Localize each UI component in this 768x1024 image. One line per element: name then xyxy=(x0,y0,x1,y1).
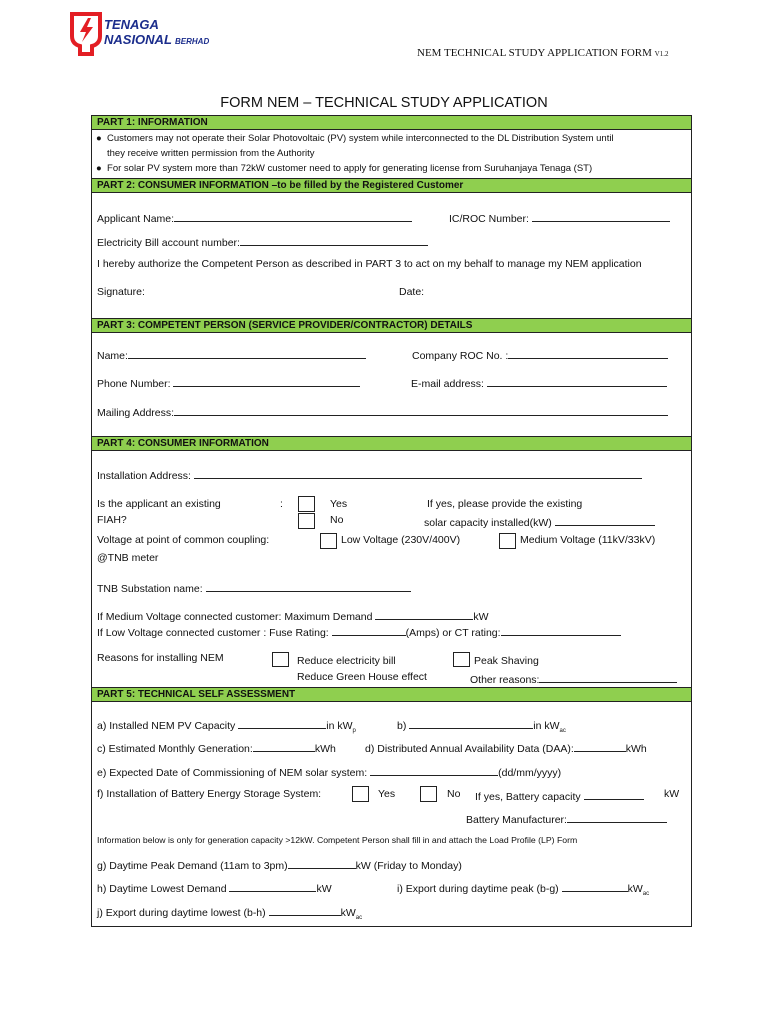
email-line[interactable] xyxy=(487,375,667,387)
form-code xyxy=(417,47,668,59)
monthly-generation-field[interactable] xyxy=(97,740,336,755)
low-voltage-label: Low Voltage (230V/400V) xyxy=(341,534,461,546)
battery-manufacturer-line[interactable] xyxy=(567,811,667,823)
part5-heading: PART 5: TECHNICAL SELF ASSESSMENT xyxy=(92,687,691,702)
mv-demand-unit: kW xyxy=(473,611,489,623)
ac-capacity-field[interactable] xyxy=(397,717,566,734)
daa-field[interactable] xyxy=(365,740,647,755)
form-version: V1.2 xyxy=(654,50,669,58)
date-label[interactable]: Date: xyxy=(399,286,425,298)
applicant-name-field[interactable] xyxy=(97,210,412,225)
other-reasons-label: Other reasons: xyxy=(470,674,540,686)
export-peak-sub: ac xyxy=(642,891,650,898)
battery-capacity-line[interactable] xyxy=(584,788,644,800)
reasons-label: Reasons for installing NEM xyxy=(97,652,224,664)
lv-fuse-label: If Low Voltage connected customer : Fuse Rating: xyxy=(97,627,329,639)
battery-capacity-label: If yes, Battery capacity xyxy=(475,791,581,803)
battery-manufacturer-field[interactable] xyxy=(466,811,667,826)
commission-date-unit: (dd/mm/yyyy) xyxy=(498,767,562,779)
bess-yes-checkbox[interactable] xyxy=(352,786,369,802)
monthly-generation-line[interactable] xyxy=(253,740,315,752)
email-label: E-mail address: xyxy=(411,378,484,390)
fiah-no-label: No xyxy=(330,514,344,526)
part1-bullet1 xyxy=(96,133,614,144)
applicant-name-line[interactable] xyxy=(174,210,412,222)
logo-text-tenaga: TENAGA xyxy=(104,17,159,32)
peak-demand-unit: kW (Friday to Monday) xyxy=(355,860,462,872)
existing-fiah-q1: Is the applicant an existing xyxy=(97,498,221,510)
existing-fiah-q2: FIAH? xyxy=(97,514,127,526)
tnb-logo-icon xyxy=(68,10,104,58)
phone-field[interactable] xyxy=(97,375,360,390)
fiah-yes-label: Yes xyxy=(330,498,348,510)
battery-capacity-field[interactable] xyxy=(475,788,644,803)
part2-heading: PART 2: CONSUMER INFORMATION –to be filled by the Registered Customer xyxy=(92,178,691,193)
existing-capacity-field[interactable] xyxy=(424,514,655,529)
reason-reduce-bill-checkbox[interactable] xyxy=(272,652,289,667)
phone-label: Phone Number: xyxy=(97,378,171,390)
battery-capacity-unit: kW xyxy=(664,788,680,800)
substation-field[interactable] xyxy=(97,580,411,595)
part1-bullet2 xyxy=(96,163,592,174)
part1-bullet2-text: For solar PV system more than 72kW customer need to apply for generating license from Suruhanjaya Tenaga (ST) xyxy=(107,163,593,174)
if-yes-existing-1: If yes, please provide the existing xyxy=(427,498,583,510)
fiah-no-checkbox[interactable] xyxy=(298,513,315,529)
export-lowest-unit: kW xyxy=(340,907,356,919)
logo-text-berhad: BERHAD xyxy=(175,37,210,46)
cp-name-line[interactable] xyxy=(128,347,366,359)
substation-label: TNB Substation name: xyxy=(97,583,203,595)
cp-name-label: Name: xyxy=(97,350,128,362)
existing-capacity-line[interactable] xyxy=(555,514,655,526)
page-title: FORM NEM – TECHNICAL STUDY APPLICATION xyxy=(220,95,548,111)
daa-label: d) Distributed Annual Availability Data (DAA): xyxy=(365,743,574,755)
form-code-text: NEM TECHNICAL STUDY APPLICATION FORM xyxy=(417,47,652,59)
lowest-demand-line[interactable] xyxy=(229,880,316,892)
part1-bullet1-cont: they receive written permission from the Authority xyxy=(107,148,315,159)
low-voltage-checkbox[interactable] xyxy=(320,533,337,549)
bill-account-line[interactable] xyxy=(240,234,428,246)
medium-voltage-checkbox[interactable] xyxy=(499,533,516,549)
mailing-line[interactable] xyxy=(174,404,668,416)
ac-capacity-unit: in kW xyxy=(533,720,560,732)
existing-capacity-label: solar capacity installed(kW) xyxy=(424,517,552,529)
pv-capacity-sub: p xyxy=(352,728,356,735)
reason-peak-shaving-checkbox[interactable] xyxy=(453,652,470,667)
export-peak-line[interactable] xyxy=(562,880,628,892)
bill-account-field[interactable] xyxy=(97,234,428,249)
monthly-generation-unit: kWh xyxy=(314,743,336,755)
pv-capacity-field[interactable] xyxy=(97,717,356,734)
authorize-text: I hereby authorize the Competent Person as described in PART 3 to act on my behalf to manage my NEM application xyxy=(97,258,642,270)
reason-reduce-bill-label: Reduce electricity bill xyxy=(297,655,396,667)
pv-capacity-unit: in kW xyxy=(326,720,353,732)
export-lowest-field[interactable] xyxy=(97,904,362,921)
applicant-name-label: Applicant Name: xyxy=(97,213,175,225)
mv-demand-label: If Medium Voltage connected customer: Maximum Demand xyxy=(97,611,373,623)
other-reasons-field[interactable] xyxy=(470,671,677,686)
lv-amps-ct-label: (Amps) or CT rating: xyxy=(405,627,501,639)
ct-rating-line[interactable] xyxy=(501,624,621,636)
lv-fuse-field[interactable] xyxy=(97,624,621,639)
ic-roc-label: IC/ROC Number: xyxy=(449,213,529,225)
phone-line[interactable] xyxy=(173,375,360,387)
existing-colon: : xyxy=(280,498,283,510)
company-roc-label: Company ROC No. : xyxy=(412,350,509,362)
lowest-demand-unit: kW xyxy=(316,883,332,895)
mailing-label: Mailing Address: xyxy=(97,407,175,419)
daa-unit: kWh xyxy=(625,743,647,755)
ic-roc-field[interactable] xyxy=(449,210,670,225)
reason-peak-shaving-label: Peak Shaving xyxy=(474,655,539,667)
bullet-icon: ● xyxy=(96,163,108,174)
ac-capacity-line[interactable] xyxy=(409,717,533,729)
part4-heading: PART 4: CONSUMER INFORMATION xyxy=(92,436,691,451)
ac-capacity-label: b) xyxy=(397,720,407,732)
mv-demand-line[interactable] xyxy=(375,608,473,620)
bess-label: f) Installation of Battery Energy Storage System: xyxy=(97,788,322,800)
export-lowest-label: j) Export during daytime lowest (b-h) xyxy=(97,907,266,919)
pv-capacity-line[interactable] xyxy=(238,717,326,729)
lowest-demand-label: h) Daytime Lowest Demand xyxy=(97,883,227,895)
email-field[interactable] xyxy=(411,375,667,390)
bullet-icon: ● xyxy=(96,133,108,144)
commission-date-field[interactable] xyxy=(97,764,561,779)
installation-address-field[interactable] xyxy=(97,467,642,482)
part1-heading: PART 1: INFORMATION xyxy=(92,115,691,130)
export-peak-field[interactable] xyxy=(397,880,649,897)
pv-capacity-label: a) Installed NEM PV Capacity xyxy=(97,720,236,732)
peak-demand-line[interactable] xyxy=(288,857,356,869)
lv-fuse-line[interactable] xyxy=(332,624,406,636)
installation-address-label: Installation Address: xyxy=(97,470,191,482)
bess-yes-label: Yes xyxy=(378,788,396,800)
company-roc-line[interactable] xyxy=(508,347,668,359)
cp-name-field[interactable] xyxy=(97,347,366,362)
export-peak-label: i) Export during daytime peak (b-g) xyxy=(397,883,559,895)
ac-capacity-sub: ac xyxy=(559,728,566,735)
tnb-logo xyxy=(68,10,218,60)
medium-voltage-label: Medium Voltage (11kV/33kV) xyxy=(520,534,656,546)
installation-address-line[interactable] xyxy=(194,467,642,479)
voltage-q1: Voltage at point of common coupling: xyxy=(97,534,270,546)
load-profile-note: Information below is only for generation capacity >12kW. Competent Person shall fill in and attach the Load Profile (LP) Form xyxy=(97,835,578,845)
mv-demand-field[interactable] xyxy=(97,608,489,623)
bess-no-checkbox[interactable] xyxy=(420,786,437,802)
part3-heading: PART 3: COMPETENT PERSON (SERVICE PROVIDER/CONTRACTOR) DETAILS xyxy=(92,318,691,333)
daa-line[interactable] xyxy=(574,740,626,752)
export-lowest-line[interactable] xyxy=(269,904,341,916)
reason-green-house-label: Reduce Green House effect xyxy=(297,671,427,683)
commission-date-label: e) Expected Date of Commissioning of NEM solar system: xyxy=(97,767,368,779)
lowest-demand-field[interactable] xyxy=(97,880,332,895)
monthly-generation-label: c) Estimated Monthly Generation: xyxy=(97,743,253,755)
commission-date-line[interactable] xyxy=(370,764,498,776)
mailing-field[interactable] xyxy=(97,404,668,419)
fiah-yes-checkbox[interactable] xyxy=(298,496,315,512)
part1-bullet1-text: Customers may not operate their Solar Photovoltaic (PV) system while interconnected to the DL Distribution System until xyxy=(107,133,614,144)
ic-roc-line[interactable] xyxy=(532,210,670,222)
peak-demand-field[interactable] xyxy=(97,857,462,872)
battery-manufacturer-label: Battery Manufacturer: xyxy=(466,814,567,826)
logo-text-nasional: NASIONAL xyxy=(104,32,172,47)
export-lowest-sub: ac xyxy=(355,915,363,922)
bess-no-label: No xyxy=(447,788,461,800)
voltage-q2: @TNB meter xyxy=(97,552,159,564)
company-roc-field[interactable] xyxy=(412,347,668,362)
substation-line[interactable] xyxy=(206,580,411,592)
other-reasons-line[interactable] xyxy=(539,671,677,683)
export-peak-unit: kW xyxy=(627,883,643,895)
peak-demand-label: g) Daytime Peak Demand (11am to 3pm) xyxy=(97,860,288,872)
signature-label[interactable]: Signature: xyxy=(97,286,145,298)
bill-account-label: Electricity Bill account number: xyxy=(97,237,240,249)
